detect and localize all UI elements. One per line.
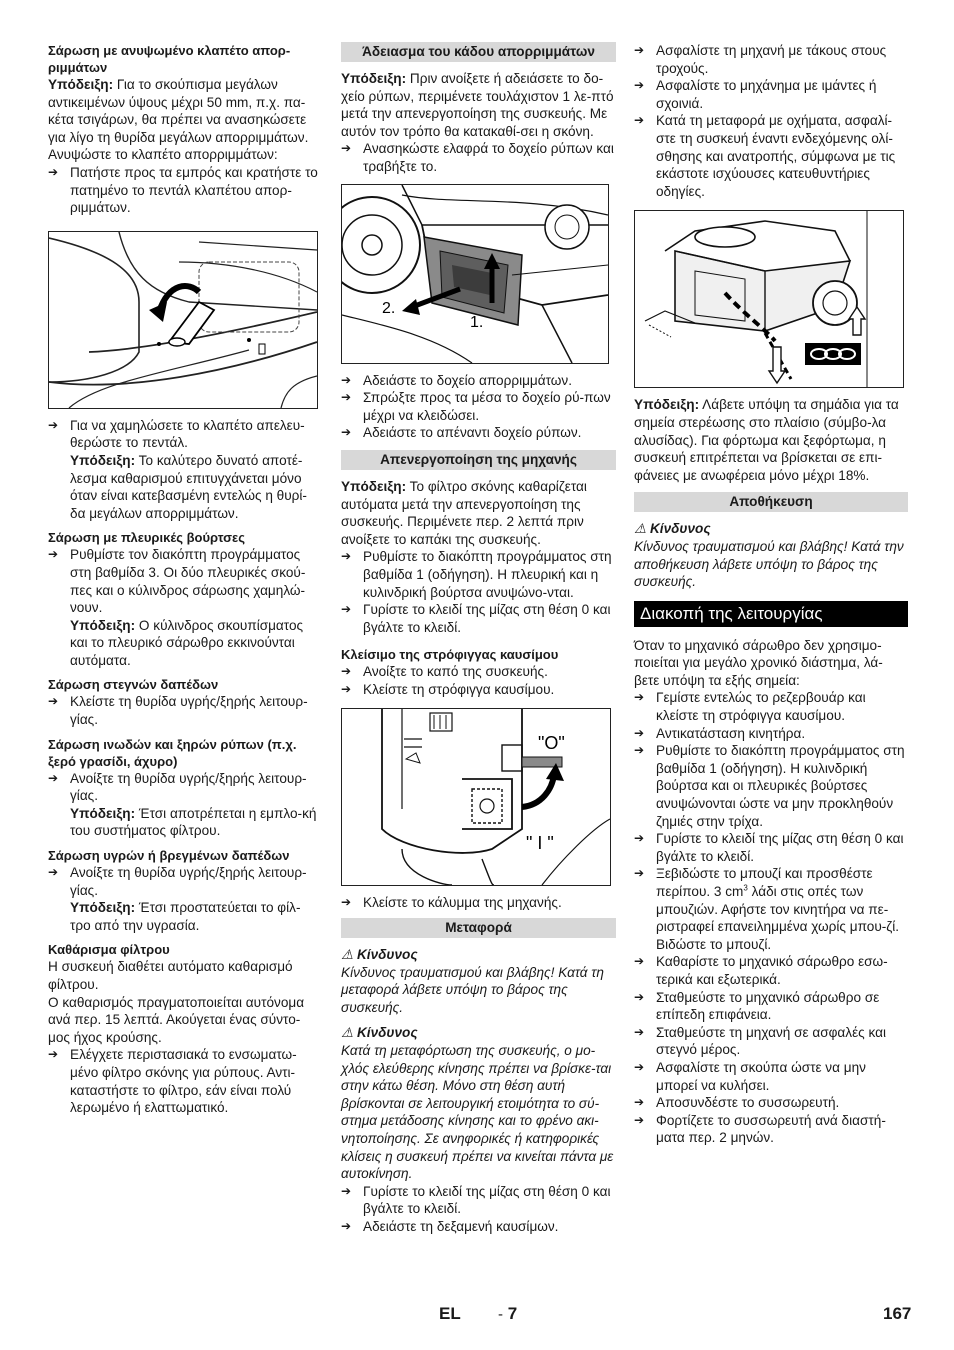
list-item [341,424,616,442]
note-label: Υπόδειξη: [70,452,136,468]
list-item-text: Ρυθμίστε τον διακόπτη προγράμματος στη βαθμίδα 3. Οι δύο πλευρικές σκού-πες και ο κύλινδρος σάρωσης χαμηλώ-νουν. [70,547,306,616]
note-text: Το καλύτερο δυνατό αποτέ-λεσμα καθαρισμού επιτυγχάνεται μόνο όταν είναι κατεβασμένη εντελώς η θυρί-δα μεγάλων απορριμμάτων. [70,452,307,521]
note-label: Υπόδειξη: [48,77,114,92]
arrow-right-icon: ➔ [634,78,645,93]
section-header-emptying: Άδειασμα του κάδου απορριμμάτων [341,42,616,62]
note-text: Λάβετε υπόψη τα σημάδια για τα σημεία στερέωσης στο πλαίσιο (σύμβο-λα αλυσίδας). Για φόρτωμα και ξεφόρτωμα, η συσκευή επιτρέπεται να βρίσκεται σε επι-φάνειες με ανωφέρεια μόνο μέχρι 18%. [634,397,899,483]
figure-tie-down-points [634,210,904,388]
note-text: Πριν ανοίξετε ή αδειάσετε το δο-χείο ρύπων, περιμένετε τουλάχιστον 1 λε-πτό μετά την απενεργοποίηση της συσκευής. Με αυτόν τον τρόπο θα κατακαθί-σει η σκόνη. [341,71,614,139]
list-item [48,546,320,616]
note-label: Υπόδειξη: [341,478,407,494]
arrow-right-icon: ➔ [341,664,352,679]
arrow-right-icon: ➔ [341,602,352,617]
list-item [48,864,320,899]
chapter-title-decommissioning: Διακοπή της λειτουργίας [634,601,908,627]
list-item [341,663,616,681]
arrow-right-icon: ➔ [634,831,645,846]
list-item [634,953,908,988]
list-item [634,725,908,743]
section-header-transport: Μεταφορά [341,918,616,938]
list-item [634,1024,908,1059]
list-item-text: Ρυθμίστε το διακόπτη προγράμματος στη βαθμίδα 1 (οδήγηση). Η πλευρική και η κυλινδρική βούρτσα ανυψώνο-νται. [363,549,612,600]
list-item [634,689,908,724]
list-item [48,770,320,805]
arrow-right-icon: ➔ [634,989,645,1004]
list-item [48,417,320,452]
arrow-right-icon: ➔ [341,141,352,156]
list-item [341,1183,616,1218]
note-label: Υπόδειξη: [70,805,136,821]
note-emptying [341,70,616,140]
list-item-text: Κλείστε τη στρόφιγγα καυσίμου. [363,681,555,697]
figure-fuel-valve [341,708,611,886]
warning-block [341,1024,616,1182]
arrow-right-icon: ➔ [634,1095,645,1110]
list-item-text: Ανασηκώστε ελαφρά το δοχείο ρύπων και τραβήξτε το. [363,141,614,174]
list-item-text: Αντικατάσταση κινητήρα. [656,725,806,741]
arrow-right-icon: ➔ [48,865,59,880]
list-item [634,742,908,830]
list-item [341,681,616,699]
figure-label-o: "O" [538,733,565,754]
arrow-right-icon: ➔ [634,43,645,57]
warning-triangle-icon: ⚠ [634,521,647,537]
list-item-text: Κλείστε το κάλυμμα της μηχανής. [363,895,562,911]
arrow-right-icon: ➔ [341,1218,352,1233]
list-item [634,830,908,865]
list-item [634,112,908,200]
paragraph: Όταν το μηχανικό σάρωθρο δεν χρησιμο-ποιείται για μεγάλο χρονικό διάστημα, λά-βετε υπόψη τα εξής σημεία: [634,637,883,688]
heading-raised-flap: Σάρωση με ανυψωμένο κλαπέτο απορ-ριμμάτων [48,43,291,75]
list-item [48,1046,320,1116]
list-item-text: Γυρίστε το κλειδί της μίζας στη θέση 0 και βγάλτε το κλειδί. [363,1183,611,1217]
dirt-container-illustration [342,185,608,363]
list-item [341,389,616,424]
warning-text: Κατά τη μεταφόρτωση της συσκευής, ο μο-χλός ελεύθερης κίνησης πρέπει να βρίσκε-ται στην κάτω θέση. Μόνο στη θέση αυτή βρίσκονται σε λειτουργική ετοιμότητα το σύ-στημα μετάδοσης κίνησης και το φρένο ακι-νητοποίησης. Σε ανηφορικές ή κατηφορικές κλίσεις η συσκευή πρέπει να κινείται πάντα με αυτοκίνηση. [341,1043,614,1182]
arrow-right-icon: ➔ [634,1059,645,1074]
warning-block [634,520,908,590]
arrow-right-icon: ➔ [634,954,645,969]
note-fibrous [48,805,320,840]
arrow-right-icon: ➔ [48,547,59,562]
section-header-storage: Αποθήκευση [634,492,908,512]
note-label: Υπόδειξη: [70,900,136,916]
note-label: Υπόδειξη: [634,397,700,413]
note-label: Υπόδειξη: [341,71,407,86]
column-left [48,42,320,1117]
list-item-text: Ανοίξτε το καπό της συσκευής. [363,664,548,680]
list-item [634,1059,908,1094]
list-item [634,865,908,953]
list-item-text [656,866,899,951]
heading-wet-floors: Σάρωση υγρών ή βρεγμένων δαπέδων [48,848,290,864]
text-lift-flap: Ανυψώστε το κλαπέτο απορριμμάτων: [48,147,278,163]
warning-triangle-icon: ⚠ [341,1025,354,1041]
arrow-right-icon: ➔ [341,425,352,440]
footer-total-page: 167 [883,1304,912,1323]
warning-title: Κίνδυνος [356,947,418,963]
list-item [341,548,616,601]
arrow-right-icon: ➔ [341,390,352,405]
arrow-right-icon: ➔ [341,549,352,564]
footer-page-number: 7 [507,1304,518,1323]
text-part: λάδι στις οπές των μπουζιών. Αφήστε τον κινητήρα να πε-ριστραφεί επανειλημμένα χωρίς μπου-ζί. Βιδώστε το μπουζί. [656,884,900,952]
list-item [341,894,616,912]
list-item-text: Ρυθμίστε το διακόπτη προγράμματος στη βαθμίδα 1 (οδήγηση). Η κυλινδρική βούρτσα και οι πλευρικές βούρτσες ανυψώνονται ώστε να μην προκληθούν ζημιές στην τρίχα. [656,743,905,829]
list-item-text: Σπρώξτε προς τα μέσα το δοχείο ρύ-πων μέχρι να κλειδώσει. [363,390,611,423]
arrow-right-icon: ➔ [634,866,645,881]
list-item-text: Ανοίξτε τη θυρίδα υγρής/ξηρής λειτουρ-γίας. [70,865,307,898]
list-item [634,1112,908,1147]
heading-side-brushes: Σάρωση με πλευρικές βούρτσες [48,530,245,546]
list-item-text: Πατήστε προς τα εμπρός και κρατήστε το πατημένο το πεντάλ κλαπέτου απορ-ριμμάτων. [70,164,318,216]
list-item-text: Κατά τη μεταφορά με οχήματα, ασφαλί-στε τη συσκευή έναντι ενδεχόμενης ολί-σθησης και ανατροπής, σύμφωνα με τις εκάστοτε ισχύουσες κατευθυντήριες οδηγίες. [656,113,896,199]
note-text: Το φίλτρο σκόνης καθαρίζεται αυτόματα μετά την απενεργοποίηση της συσκευής. Περιμένετε περ. 2 λεπτά πριν ανοίξετε το καπάκι της συσκευής. [341,478,587,547]
note-tie-down [634,396,908,484]
list-item [634,989,908,1024]
note-shutdown [341,478,616,548]
arrow-right-icon: ➔ [634,1024,645,1039]
warning-text: Κίνδυνος τραυματισμού και βλάβης! Κατά τη μεταφορά λάβετε υπόψη το βάρος της συσκευής. [341,964,604,1015]
arrow-right-icon: ➔ [48,417,59,432]
list-item-text: Ανοίξτε τη θυρίδα υγρής/ξηρής λειτουρ-γίας. [70,770,307,804]
text-part: Ξεβιδώστε το μπουζί και προσθέστε περίπου. 3 cm [656,866,873,899]
warning-text: Κίνδυνος τραυματισμού και βλάβης! Κατά την αποθήκευση λάβετε υπόψη το βάρος της συσκευής. [634,538,904,590]
arrow-right-icon: ➔ [634,690,645,705]
list-item-text: Αδειάστε τη δεξαμενή καυσίμων. [363,1218,559,1234]
list-item-text: Αποσυνδέστε το συσσωρευτή. [656,1095,840,1111]
list-item [341,1218,616,1236]
arrow-right-icon: ➔ [634,743,645,758]
warning-triangle-icon: ⚠ [341,947,354,963]
warning-title: Κίνδυνος [649,521,711,537]
warning-block [341,946,616,1016]
arrow-right-icon: ➔ [48,1047,59,1062]
note-text: Έτσι αποτρέπεται η εμπλο-κή του συστήματος φίλτρου. [70,805,317,839]
arrow-right-icon: ➔ [634,113,645,128]
note-text: Έτσι προστατεύεται το φίλ-τρο από την υγρασία. [70,900,301,933]
list-item-text: Αδειάστε το απέναντι δοχείο ρύπων. [363,425,582,441]
superscript: 3 [743,883,748,893]
arrow-right-icon: ➔ [341,1183,352,1198]
tie-down-illustration [635,211,903,387]
list-item-text: Κλείστε τη θυρίδα υγρής/ξηρής λειτουρ-γίας. [70,694,308,728]
arrow-right-icon: ➔ [48,694,59,709]
list-item-text: Για να χαμηλώσετε το κλαπέτο απελευ-θερώστε το πεντάλ. [70,417,305,451]
heading-fibrous-dirt: Σάρωση ινωδών και ξηρών ρύπων (π.χ. ξερό γρασίδι, άχυρο) [48,736,297,769]
warning-title: Κίνδυνος [356,1025,418,1041]
note-side-brushes [48,617,320,670]
figure-dirt-container [341,184,609,364]
section-header-shutdown: Απενεργοποίηση της μηχανής [341,450,616,470]
arrow-right-icon: ➔ [634,725,645,740]
paragraph: Ο καθαρισμός πραγματοποιείται αυτόνομα ανά περ. 15 λεπτά. Ακούγεται ένας σύντο-μος ήχος κρούσης. [48,994,305,1045]
list-item-text: Γυρίστε το κλειδί της μίζας στη θέση 0 και βγάλτε το κλειδί. [363,602,611,635]
column-right [634,42,908,1147]
fuel-valve-illustration [342,709,610,885]
list-item [634,42,908,77]
list-item [341,601,616,636]
note-best-result [48,452,320,522]
arrow-right-icon: ➔ [634,1112,645,1127]
list-item-text: Σταθμεύστε τη μηχανή σε ασφαλές και στεγνό μέρος. [656,1024,886,1058]
footer-dash: - [498,1306,503,1323]
arrow-right-icon: ➔ [341,895,352,910]
figure-label-i: " I " [526,833,554,854]
flap-pedal-illustration [49,232,317,408]
list-item-text: Φορτίζετε το συσσωρευτή ανά διαστή-ματα περ. 2 μηνών. [656,1112,886,1146]
list-item-text: Γυρίστε το κλειδί της μίζας στη θέση 0 και βγάλτε το κλειδί. [656,831,904,864]
list-item-text: Σταθμεύστε το μηχανικό σάρωθρο σε επίπεδη επιφάνεια. [656,989,880,1023]
note-label: Υπόδειξη: [70,617,136,633]
figure-label-1: 1. [470,313,484,331]
list-item-text: Καθαρίστε το μηχανικό σάρωθρο εσω-τερικά και εξωτερικά. [656,954,888,987]
figure-flap-pedal [48,231,318,409]
list-item [48,164,320,217]
list-item-text: Γεμίστε εντελώς το ρεζερβουάρ και κλείστε τη στρόφιγγα καυσίμου. [656,690,866,724]
list-item [634,77,908,112]
list-item-text: Ασφαλίστε τη μηχανή με τάκους στους τροχούς. [656,43,887,76]
heading-filter-cleaning: Καθάρισμα φίλτρου [48,942,170,958]
list-item [341,140,616,175]
footer-language: EL [439,1304,461,1323]
column-middle [341,42,616,1236]
note-wet [48,899,320,934]
heading-dry-floors: Σάρωση στεγνών δαπέδων [48,677,219,693]
arrow-right-icon: ➔ [48,164,59,179]
note-raised-flap [48,76,320,146]
list-item-text: Ελέγχετε περιστασιακά το ενσωματω-μένο φίλτρο σκόνης για ρύπους. Αντι-καταστήστε το φίλτρο, εάν είναι πολύ λερωμένο ή ελαττωματικό. [70,1047,297,1116]
footer-section-page [498,1305,517,1324]
list-item-text: Αδειάστε το δοχείο απορριμμάτων. [363,372,572,388]
figure-label-2: 2. [382,299,396,317]
arrow-right-icon: ➔ [48,770,59,785]
heading-fuel-valve: Κλείσιμο της στρόφιγγας καυσίμου [341,647,559,663]
list-item [341,372,616,390]
list-item [634,1094,908,1112]
list-item-text: Ασφαλίστε τη σκούπα ώστε να μην μπορεί να κυλήσει. [656,1059,866,1093]
paragraph: Η συσκευή διαθέτει αυτόματο καθαρισμό φίλτρου. [48,959,293,992]
arrow-right-icon: ➔ [341,372,352,387]
note-text: Για το σκούπισμα μεγάλων αντικειμένων ύψους μέχρι 50 mm, π.χ. πα-κέτα τσιγάρων, θα πρέπει να ανασηκώσετε για λίγο τη θυρίδα μεγάλων απορριμμάτων. [48,77,309,145]
note-text: Ο κύλινδρος σκουπίσματος και το πλευρικό σάρωθρο εκκινούνται αυτόματα. [70,617,304,668]
list-item-text: Ασφαλίστε το μηχάνημα με ιμάντες ή σχοινιά. [656,78,877,111]
arrow-right-icon: ➔ [341,681,352,696]
list-item [48,693,320,728]
